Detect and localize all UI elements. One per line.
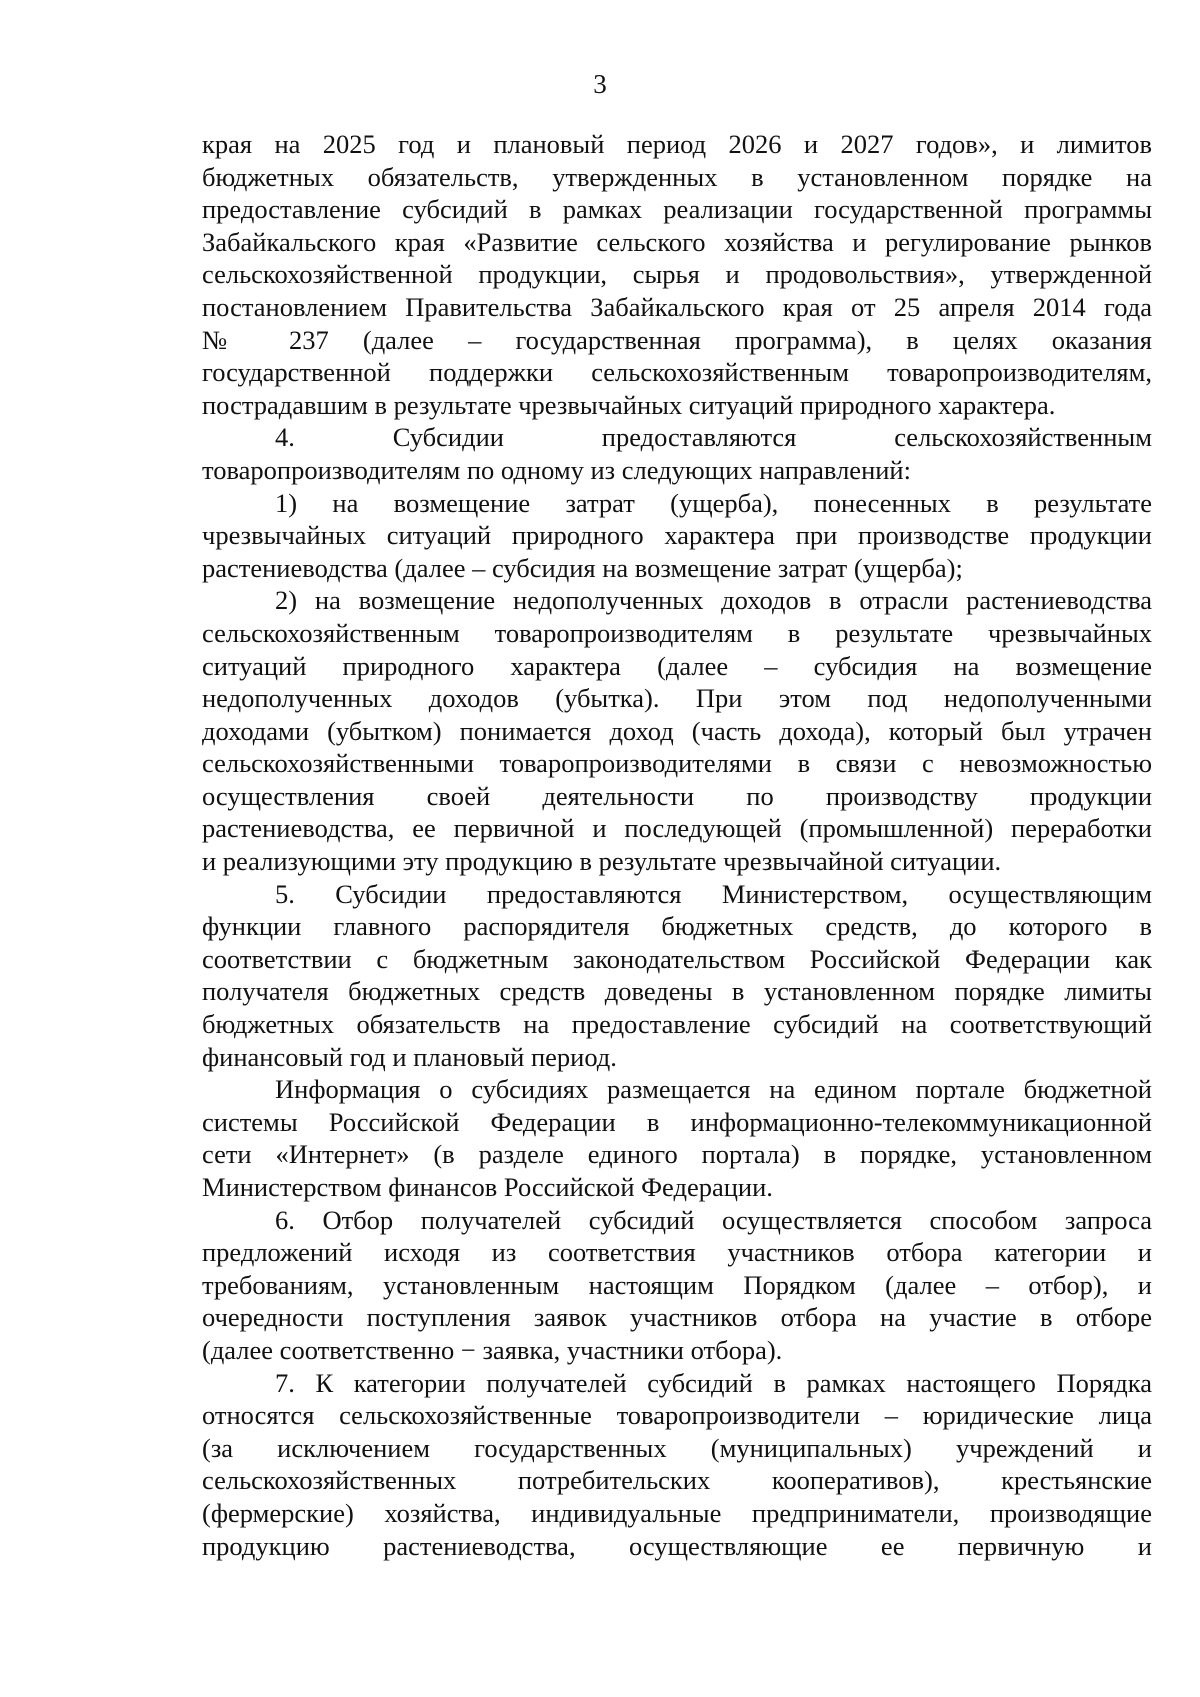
text-line: недополученных доходов (убытка). При этом под недополученными (202, 683, 1152, 714)
text-line: Министерством финансов Российской Федерации. (202, 1172, 773, 1202)
text-line: постановлением Правительства Забайкальского края от 25 апреля 2014 года (202, 291, 1152, 322)
text-line: (за исключением государственных (муниципальных) учреждений и (202, 1432, 1152, 1463)
text-line: сельскохозяйственных потребительских кооперативов), крестьянские (202, 1465, 1152, 1496)
text-line: 5. Субсидии предоставляются Министерством, осуществляющим (275, 878, 1152, 909)
text-line: ситуаций природного характера (далее – субсидия на возмещение (202, 650, 1152, 681)
text-line: пострадавшим в результате чрезвычайных ситуаций природного характера. (202, 389, 1056, 420)
text-line: очередности поступления заявок участников отбора на участие в отборе (202, 1302, 1152, 1333)
text-line: продукцию растениеводства, осуществляющие ее первичную и (202, 1530, 1152, 1561)
text-line: государственной поддержки сельскохозяйственным товаропроизводителям, (202, 357, 1152, 388)
text-line: 4. Субсидии предоставляются сельскохозяйственным (275, 422, 1152, 453)
text-line: соответствии с бюджетным законодательством Российской Федерации как (202, 943, 1152, 974)
text-line: финансовый год и плановый период. (202, 1041, 617, 1072)
text-line: относятся сельскохозяйственные товаропроизводители – юридические лица (202, 1400, 1152, 1431)
text-line: чрезвычайных ситуаций природного характера при производстве продукции (202, 520, 1152, 551)
text-line: сельскохозяйственным товаропроизводителям в результате чрезвычайных (202, 617, 1152, 648)
page-number: 3 (593, 69, 607, 99)
text-line: системы Российской Федерации в информационно-телекоммуникационной (202, 1106, 1152, 1137)
text-line: (далее соответственно − заявка, участники отбора). (202, 1334, 783, 1365)
text-line: требованиям, установленным настоящим Порядком (далее – отбор), и (202, 1269, 1152, 1300)
text-line: сельскохозяйственной продукции, сырья и продовольствия», утвержденной (202, 259, 1152, 290)
text-line: и реализующими эту продукцию в результате чрезвычайной ситуации. (202, 846, 1002, 877)
text-line: осуществления своей деятельности по производству продукции (202, 780, 1152, 811)
text-line: 1) на возмещение затрат (ущерба), понесенных в результате (275, 487, 1152, 518)
text-line: 7. К категории получателей субсидий в рамках настоящего Порядка (275, 1367, 1152, 1398)
text-line: доходами (убытком) понимается доход (часть дохода), который был утрачен (202, 715, 1152, 746)
text-line: сельскохозяйственными товаропроизводителями в связи с невозможностью (202, 748, 1152, 779)
document-body (202, 128, 1152, 1562)
text-line: растениеводства (далее – субсидия на возмещение затрат (ущерба); (202, 552, 963, 583)
text-line: Забайкальского края «Развитие сельского хозяйства и регулирование рынков (202, 226, 1152, 257)
text-line: 2) на возмещение недополученных доходов в отрасли растениеводства (275, 585, 1152, 616)
text-line: сети «Интернет» (в разделе единого портала) в порядке, установленном (202, 1139, 1152, 1170)
text-line: края на 2025 год и плановый период 2026 и 2027 годов», и лимитов (202, 129, 1152, 159)
text-line: (фермерские) хозяйства, индивидуальные предприниматели, производящие (202, 1497, 1152, 1528)
text-line: бюджетных обязательств на предоставление субсидий на соответствующий (202, 1009, 1152, 1040)
text-line: предоставление субсидий в рамках реализации государственной программы (202, 194, 1152, 225)
text-line: 6. Отбор получателей субсидий осуществляется способом запроса (275, 1204, 1152, 1235)
text-line: № 237 (далее – государственная программа), в целях оказания (202, 324, 1152, 355)
text-line: товаропроизводителям по одному из следующих направлений: (202, 454, 911, 485)
text-line: растениеводства, ее первичной и последующей (промышленной) переработки (202, 813, 1152, 844)
text-line: получателя бюджетных средств доведены в установленном порядке лимиты (202, 976, 1152, 1007)
text-line: Информация о субсидиях размещается на едином портале бюджетной (275, 1074, 1152, 1105)
text-line: функции главного распорядителя бюджетных средств, до которого в (202, 911, 1152, 942)
text-line: бюджетных обязательств, утвержденных в установленном порядке на (202, 161, 1152, 192)
text-line: предложений исходя из соответствия участников отбора категории и (202, 1237, 1152, 1268)
